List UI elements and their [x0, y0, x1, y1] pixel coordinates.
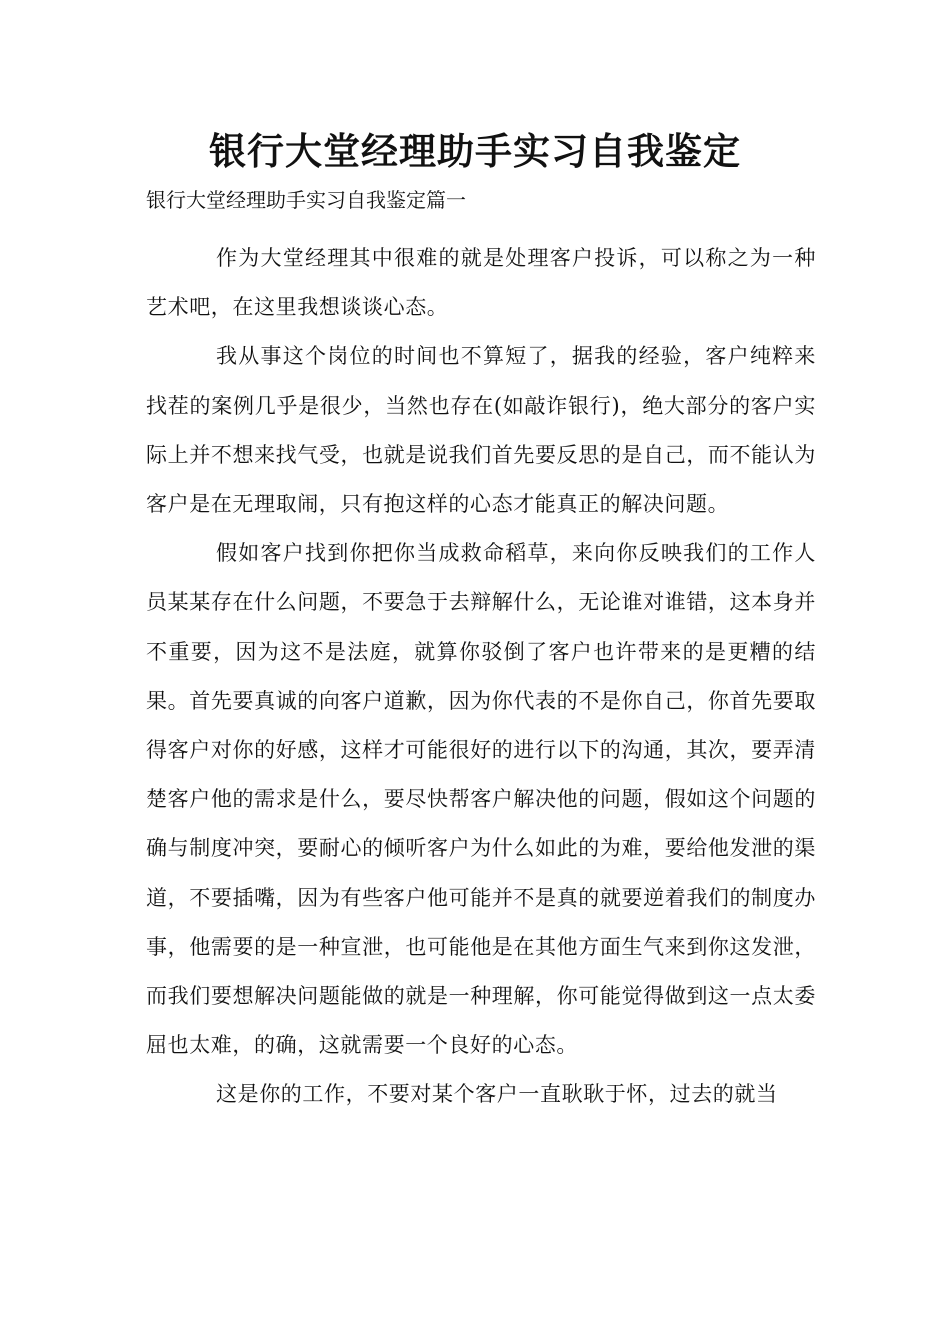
paragraph-1: 作为大堂经理其中很难的就是处理客户投诉，可以称之为一种艺术吧，在这里我想谈谈心态。 — [146, 246, 816, 320]
document-title: 银行大堂经理助手实习自我鉴定 — [209, 130, 741, 173]
paragraph-3: 假如客户找到你把你当成救命稻草，来向你反映我们的工作人员某某存在什么问题，不要急于去辩解什么，无论谁对谁错，这本身并不重要，因为这不是法庭，就算你驳倒了客户也许带来的是更糟的结果。首先要真诚的向客户道歉，因为你代表的不是你自己，你首先要取得客户对你的好感，这样才可能很好的进行以下的沟通，其次，要弄清楚客户他的需求是什么，要尽快帮客户解决他的问题，假如这个问题的确与制度冲突，要耐心的倾听客户为什么如此的为难，要给他发泄的渠道，不要插嘴，因为有些客户他可能并不是真的就要逆着我们的制度办事，他需要的是一种宣泄，也可能他是在其他方面生气来到你这发泄，而我们要想解决问题能做的就是一种理解，你可能觉得做到这一点太委屈也太难，的确，这就需要一个良好的心态。 — [146, 541, 816, 1058]
paragraph-4: 这是你的工作，不要对某个客户一直耿耿于怀，过去的就当 — [216, 1082, 778, 1107]
paragraph-2: 我从事这个岗位的时间也不算短了，据我的经验，客户纯粹来找茬的案例几乎是很少，当然也存在(如敲诈银行)，绝大部分的客户实际上并不想来找气受，也就是说我们首先要反思的是自己，而不能认为客户是在无理取闹，只有抱这样的心态才能真正的解决问题。 — [146, 344, 816, 517]
section-heading: 银行大堂经理助手实习自我鉴定篇一 — [146, 188, 466, 212]
document-body — [146, 234, 816, 1120]
